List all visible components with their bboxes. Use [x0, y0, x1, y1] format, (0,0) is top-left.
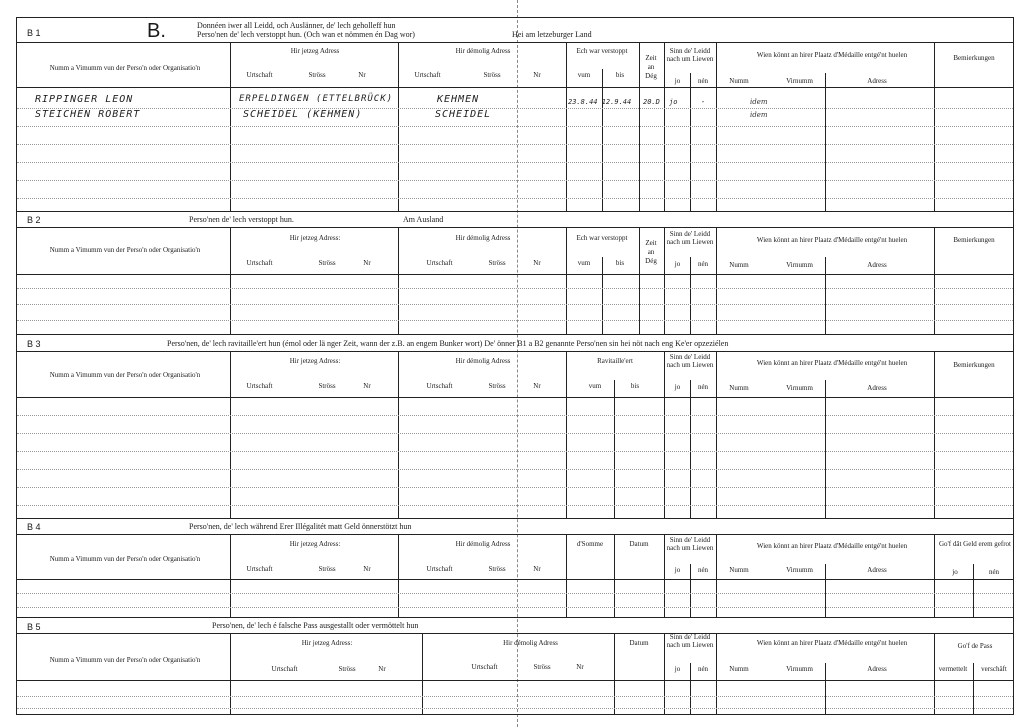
entry-days: 20.D [643, 98, 660, 106]
col-current-address: Hir jetzeg Adress [290, 47, 340, 55]
entry-yes: jo [669, 98, 678, 106]
section-title: Perso'nen, de' lech während Erer Illégalitét matt Geld önnerstötzt hun [189, 522, 412, 531]
section-b3: B 3 Perso'nen, de' lech ravitaille'ert hun (émol oder lä nger Zeit, wann der z.B. an engem Bunker wort) De' önner B1 a B2 genannte Perso'nen sin hei nöt nach eng Ke'er opzeziélen Numm a Vimumm vun der Perso'n oder Organisatio'n Hir jetzeg Adress: Urtschaft Ströss Nr Hir démolig Adress Urtschaft Ströss Nr Ravitaille'ert vum bis Sinn de' Leidd nach um Liewen jo nén Wien könnt an hirer Plaatz d'Médaille entgé'nt huelen Numm Virnumm Adress Bemierkungen [16, 334, 1014, 519]
entry-medal: idem [750, 111, 768, 119]
section-letter: B. [147, 20, 166, 42]
section-b1: B 1 B. Donnéen iwer all Leidd, och Auslänner, de' lech geholleff hun Perso'nen de' lech verstoppt hun. (Och wan et nömmen én Dag wor) Hei am letzeburger Land Numm a Vimumm vun der Perso'n oder Organisatio'n Hir jetzeg Adress Urtschaft Ströss Nr Hir démolig Adress Urtschaft Ströss Nr Ech war verstoppt vum bis Zeit an Dég Sinn de' Leidd nach um Liewen jo nén Wien könnt an hirer Plaatz d'Médaille entgé'nt huelen Numm Virnumm Adress Bemierkungen RIPPINGER LEON STEICHEN ROBERT ERPELDINGEN (ETTELBRÜCK) SCHEIDEL (KEHMEN) KEHMEN SCHEIDEL 23.8.44 12.9.44 20.D jo - idem idem [16, 17, 1014, 212]
section-code: B 4 [27, 522, 41, 532]
section-title: Perso'nen, de' lech ravitaille'ert hun (émol oder lä nger Zeit, wann der z.B. an engem Bunker wort) De' önner B1 a B2 genannte Perso'nen sin hei nöt nach eng Ke'er opzeziélen [167, 339, 729, 348]
section-code: B 2 [27, 215, 41, 225]
section-title: Am Ausland [403, 215, 444, 224]
col-name-header: Numm a Vimumm vun der Perso'n oder Organisatio'n [49, 64, 201, 72]
section-title: Perso'nen, de' lech é falsche Pass ausgestallt oder vermöttelt hun [212, 621, 419, 630]
entry-name: RIPPINGER LEON [35, 94, 134, 105]
entry-medal: idem [750, 98, 768, 106]
section-b5: B 5 Perso'nen, de' lech é falsche Pass ausgestallt oder vermöttelt hun Numm a Vimumm vun der Perso'n oder Organisatio'n Hir jetzeg Adress: Urtschaft Ströss Nr Hir démolig Adress Urtschaft Ströss Nr Datum Sinn de' Leidd nach um Liewen jo nén Wien könnt an hirer Plaatz d'Médaille entgé'nt huelen Numm Virnumm Adress Go'f de Pass vermettelt verschäft [16, 617, 1014, 715]
col-suffering: Sinn de' Leidd nach um Liewen [666, 47, 714, 63]
section-code: B 5 [27, 622, 41, 632]
section-b2: B 2 Perso'nen de' lech verstoppt hun. Am Ausland Numm a Vimumm vun der Perso'n oder Organisatio'n Hir jetzeg Adress: Urtschaft Ströss Nr Hir démolig Adress Urtschaft Ströss Nr Ech war verstoppt vum bis Zeit an Dég Sinn de' Leidd nach um Liewen jo nén Wien könnt an hirer Plaatz d'Médaille entgé'nt huelen Numm Virnumm Adress Bemierkungen [16, 211, 1014, 335]
entry-name: STEICHEN ROBERT [35, 109, 141, 120]
entry-dates: 23.8.44 12.9.44 [568, 98, 632, 106]
col-remarks: Bemierkungen [953, 54, 995, 62]
section-b4: B 4 Perso'nen, de' lech während Erer Illégalitét matt Geld önnerstötzt hun Numm a Vimumm vun der Perso'n oder Organisatio'n Hir jetzeg Adress: Urtschaft Ströss Nr Hir démolig Adress Urtschaft Ströss Nr d'Somme Datum Sinn de' Leidd nach um Liewen jo nén Wien könnt an hirer Plaatz d'Médaille entgé'nt huelen Numm Virnumm Adress Go'f dât Geld erem gefrot jo nén [16, 518, 1014, 618]
entry-former-address: SCHEIDEL [435, 109, 492, 120]
section-title: Perso'nen de' lech verstoppt hun. [189, 215, 294, 224]
entry-current-address: ERPELDINGEN (ETTELBRÜCK) [239, 94, 394, 104]
section-title: Perso'nen de' lech verstoppt hun. (Och wan et nömmen én Dag wor) [197, 30, 415, 39]
entry-former-address: KEHMEN [437, 94, 480, 105]
entry-current-address: SCHEIDEL (KEHMEN) [243, 109, 363, 120]
section-title: Donnéen iwer all Leidd, och Auslänner, de' lech geholleff hun [197, 21, 396, 30]
col-medal: Wien könnt an hirer Plaatz d'Médaille entgé'nt huelen [756, 51, 908, 59]
section-code: B 1 [27, 28, 41, 38]
section-title: Hei am letzeburger Land [512, 30, 592, 39]
col-former-address: Hir démolig Adress [455, 47, 511, 55]
col-hidden: Ech war verstoppt [576, 47, 628, 55]
section-code: B 3 [27, 339, 41, 349]
entry-no: - [701, 98, 706, 106]
